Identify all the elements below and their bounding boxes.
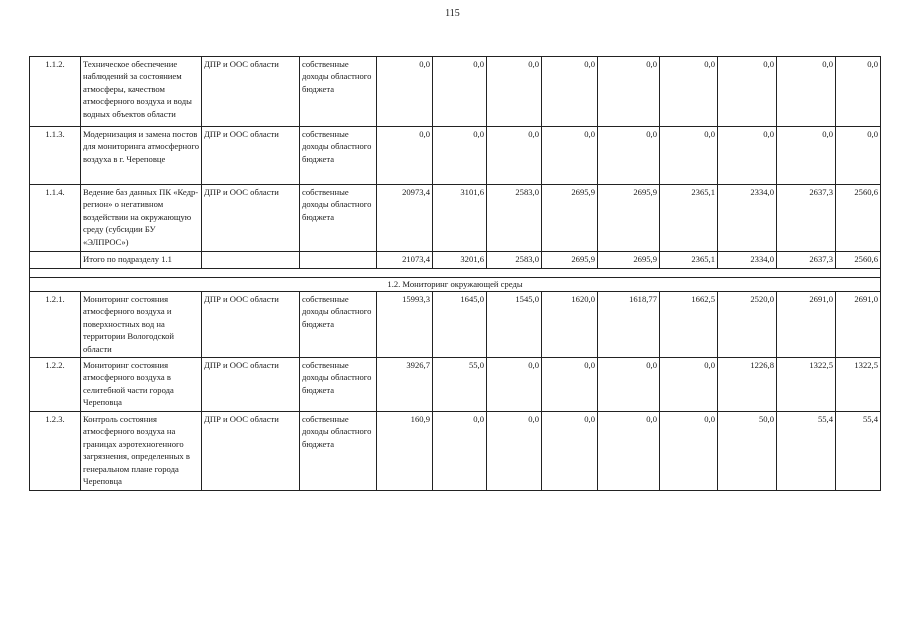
value-cell: 0,0 xyxy=(487,358,542,412)
value-cell: 1645,0 xyxy=(433,292,487,358)
table-row xyxy=(30,412,881,491)
row-executor: ДПР и ООС области xyxy=(202,57,300,127)
budget-table xyxy=(29,56,881,491)
subtotal-row xyxy=(30,252,881,269)
value-cell: 2691,0 xyxy=(777,292,836,358)
value-cell: 0,0 xyxy=(598,57,660,127)
value-cell: 1322,5 xyxy=(836,358,881,412)
value-cell: 0,0 xyxy=(777,57,836,127)
value-cell: 1618,77 xyxy=(598,292,660,358)
value-cell: 1620,0 xyxy=(542,292,598,358)
row-source: собственные доходы областного бюджета xyxy=(300,185,377,252)
value-cell: 0,0 xyxy=(660,412,718,491)
row-name: Контроль состояния атмосферного воздуха на границах аэротехногенного загрязнения, определенных в генеральном плане города Череповца xyxy=(81,412,202,491)
subtotal-value: 2560,6 xyxy=(836,252,881,269)
value-cell: 2583,0 xyxy=(487,185,542,252)
spacer-row xyxy=(30,269,881,278)
row-name: Техническое обеспечение наблюдений за состоянием атмосферы, качеством атмосферного воздуха и воды водных объектов области xyxy=(81,57,202,127)
value-cell: 160,9 xyxy=(377,412,433,491)
subtotal-value: 2637,3 xyxy=(777,252,836,269)
value-cell: 0,0 xyxy=(836,57,881,127)
subtotal-label: Итого по подразделу 1.1 xyxy=(81,252,202,269)
value-cell: 0,0 xyxy=(377,127,433,185)
value-cell: 55,4 xyxy=(836,412,881,491)
value-cell: 1545,0 xyxy=(487,292,542,358)
value-cell: 2334,0 xyxy=(718,185,777,252)
value-cell: 0,0 xyxy=(433,57,487,127)
value-cell: 0,0 xyxy=(660,127,718,185)
value-cell: 55,4 xyxy=(777,412,836,491)
row-source: собственные доходы областного бюджета xyxy=(300,412,377,491)
value-cell: 50,0 xyxy=(718,412,777,491)
empty-cell xyxy=(202,252,300,269)
value-cell: 2560,6 xyxy=(836,185,881,252)
value-cell: 0,0 xyxy=(542,412,598,491)
row-code: 1.2.2. xyxy=(30,358,81,412)
subtotal-value: 2365,1 xyxy=(660,252,718,269)
section-row xyxy=(30,278,881,292)
value-cell: 0,0 xyxy=(598,358,660,412)
subtotal-value: 2583,0 xyxy=(487,252,542,269)
value-cell: 0,0 xyxy=(487,127,542,185)
value-cell: 2637,3 xyxy=(777,185,836,252)
row-code: 1.1.3. xyxy=(30,127,81,185)
value-cell: 2695,9 xyxy=(598,185,660,252)
table-row xyxy=(30,127,881,185)
value-cell: 0,0 xyxy=(377,57,433,127)
value-cell: 55,0 xyxy=(433,358,487,412)
value-cell: 0,0 xyxy=(542,358,598,412)
value-cell: 0,0 xyxy=(487,412,542,491)
row-name: Мониторинг состояния атмосферного воздуха и поверхностных вод на территории Вологодской области xyxy=(81,292,202,358)
row-source: собственные доходы областного бюджета xyxy=(300,292,377,358)
empty-cell xyxy=(300,252,377,269)
value-cell: 2365,1 xyxy=(660,185,718,252)
table-row xyxy=(30,57,881,127)
row-code: 1.1.2. xyxy=(30,57,81,127)
value-cell: 0,0 xyxy=(660,358,718,412)
value-cell: 0,0 xyxy=(433,127,487,185)
value-cell: 1322,5 xyxy=(777,358,836,412)
row-name: Ведение баз данных ПК «Кедр-регион» о негативном воздействии на окружающую среду (субсидии БУ «ЭЛПРОС») xyxy=(81,185,202,252)
page-number: 115 xyxy=(445,8,460,19)
value-cell: 3101,6 xyxy=(433,185,487,252)
subtotal-value: 2334,0 xyxy=(718,252,777,269)
value-cell: 0,0 xyxy=(542,127,598,185)
value-cell: 0,0 xyxy=(542,57,598,127)
section-title: 1.2. Мониторинг окружающей среды xyxy=(30,278,881,292)
value-cell: 0,0 xyxy=(836,127,881,185)
row-executor: ДПР и ООС области xyxy=(202,292,300,358)
value-cell: 0,0 xyxy=(777,127,836,185)
value-cell: 0,0 xyxy=(487,57,542,127)
row-code: 1.1.4. xyxy=(30,185,81,252)
value-cell: 0,0 xyxy=(433,412,487,491)
row-executor: ДПР и ООС области xyxy=(202,412,300,491)
row-code: 1.2.3. xyxy=(30,412,81,491)
value-cell: 0,0 xyxy=(718,57,777,127)
value-cell: 20973,4 xyxy=(377,185,433,252)
row-executor: ДПР и ООС области xyxy=(202,358,300,412)
value-cell: 2691,0 xyxy=(836,292,881,358)
value-cell: 3926,7 xyxy=(377,358,433,412)
row-code: 1.2.1. xyxy=(30,292,81,358)
empty-cell xyxy=(30,252,81,269)
value-cell: 2520,0 xyxy=(718,292,777,358)
value-cell: 1662,5 xyxy=(660,292,718,358)
subtotal-value: 2695,9 xyxy=(542,252,598,269)
value-cell: 1226,8 xyxy=(718,358,777,412)
row-source: собственные доходы областного бюджета xyxy=(300,358,377,412)
row-executor: ДПР и ООС области xyxy=(202,127,300,185)
row-executor: ДПР и ООС области xyxy=(202,185,300,252)
table-row xyxy=(30,358,881,412)
value-cell: 0,0 xyxy=(598,412,660,491)
value-cell: 0,0 xyxy=(598,127,660,185)
row-source: собственные доходы областного бюджета xyxy=(300,57,377,127)
value-cell: 2695,9 xyxy=(542,185,598,252)
table-row xyxy=(30,185,881,252)
subtotal-value: 21073,4 xyxy=(377,252,433,269)
subtotal-value: 2695,9 xyxy=(598,252,660,269)
row-name: Мониторинг состояния атмосферного воздуха в селитебной части города Череповца xyxy=(81,358,202,412)
table-row xyxy=(30,292,881,358)
row-name: Модернизация и замена постов для мониторинга атмосферного воздуха в г. Череповце xyxy=(81,127,202,185)
value-cell: 0,0 xyxy=(660,57,718,127)
subtotal-value: 3201,6 xyxy=(433,252,487,269)
row-source: собственные доходы областного бюджета xyxy=(300,127,377,185)
spacer-cell xyxy=(30,269,881,278)
value-cell: 15993,3 xyxy=(377,292,433,358)
value-cell: 0,0 xyxy=(718,127,777,185)
